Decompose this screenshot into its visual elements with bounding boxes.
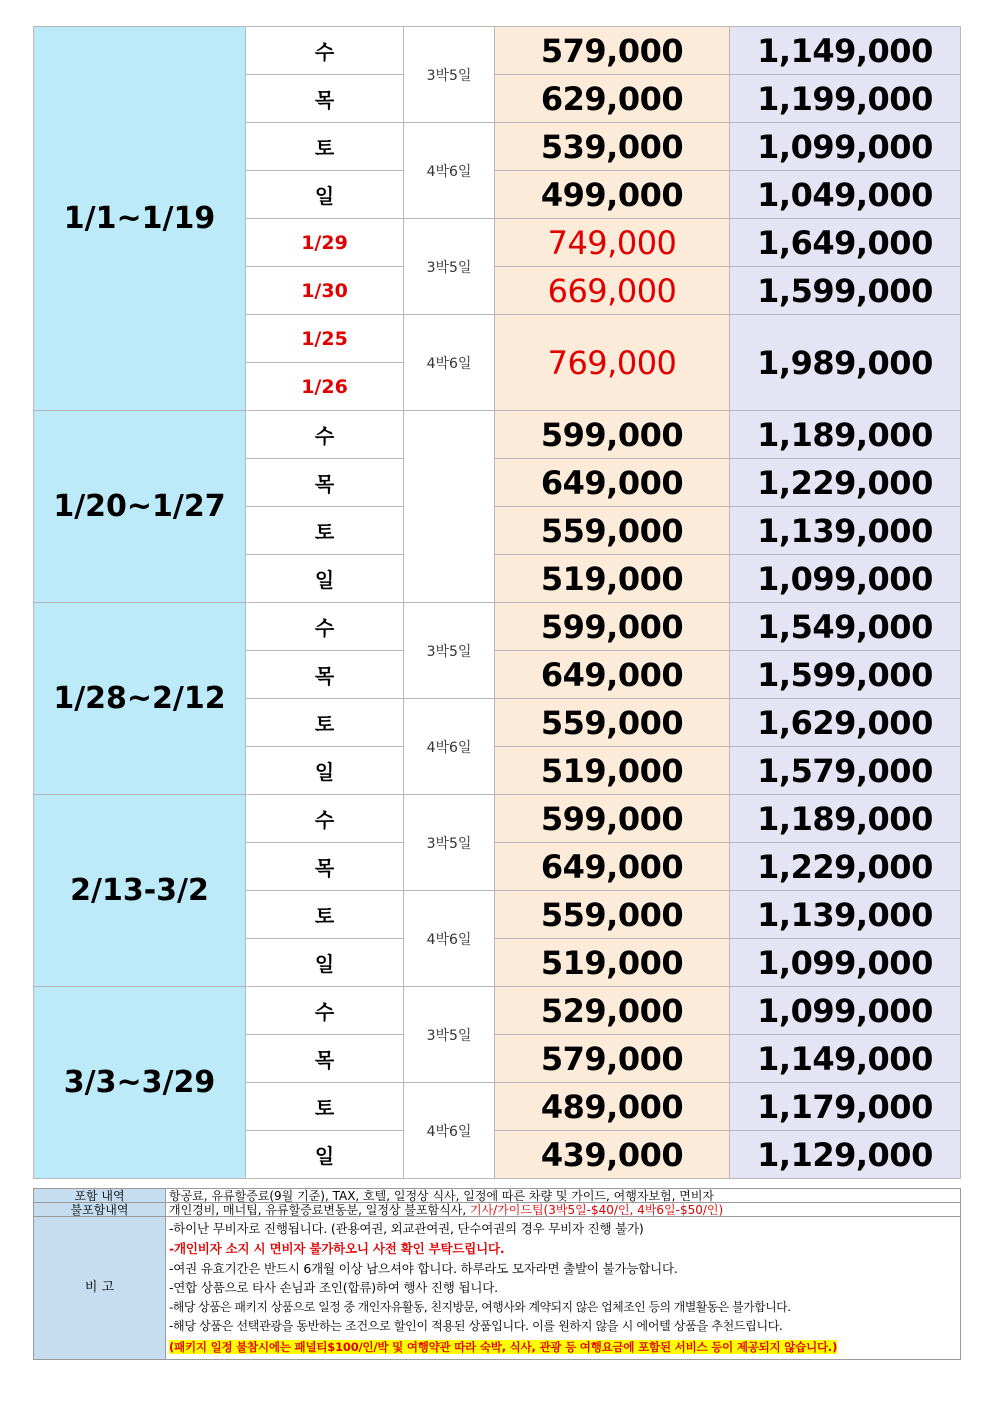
price-b-cell: 1,139,000 bbox=[730, 507, 961, 555]
price-a-cell: 599,000 bbox=[495, 795, 730, 843]
price-b-cell: 1,189,000 bbox=[730, 411, 961, 459]
price-b-cell: 1,189,000 bbox=[730, 795, 961, 843]
day-cell: 목 bbox=[246, 75, 404, 123]
period-label: 2/13-3/2 bbox=[34, 795, 246, 987]
price-b-cell: 1,139,000 bbox=[730, 891, 961, 939]
day-cell: 일 bbox=[246, 555, 404, 603]
price-b-cell: 1,099,000 bbox=[730, 939, 961, 987]
price-a-cell: 559,000 bbox=[495, 891, 730, 939]
table-row bbox=[34, 795, 961, 843]
price-a-cell: 519,000 bbox=[495, 555, 730, 603]
table-row bbox=[34, 27, 961, 75]
day-cell: 일 bbox=[246, 939, 404, 987]
price-b-cell: 1,049,000 bbox=[730, 171, 961, 219]
price-b-cell: 1,989,000 bbox=[730, 315, 961, 411]
included-label: 포함 내역 bbox=[34, 1189, 166, 1203]
guide-tip-text: 기사/가이드팁(3박5일-$40/인, 4박6일-$50/인) bbox=[469, 1202, 724, 1217]
period-label: 1/1~1/19 bbox=[34, 27, 246, 411]
table-row bbox=[34, 603, 961, 651]
price-a-cell: 599,000 bbox=[495, 411, 730, 459]
price-a-cell: 649,000 bbox=[495, 459, 730, 507]
price-b-cell: 1,179,000 bbox=[730, 1083, 961, 1131]
price-b-cell: 1,229,000 bbox=[730, 843, 961, 891]
duration-cell: 4박6일 bbox=[404, 699, 495, 795]
price-b-cell: 1,129,000 bbox=[730, 1131, 961, 1179]
duration-cell: 4박6일 bbox=[404, 123, 495, 219]
day-cell: 수 bbox=[246, 27, 404, 75]
day-cell: 토 bbox=[246, 507, 404, 555]
price-a-cell: 519,000 bbox=[495, 939, 730, 987]
remark-line: -해당 상품은 선택관광을 동반하는 조건으로 할인이 적용된 상품입니다. 이를 원하지 않을 시 에어텔 상품을 추천드립니다. bbox=[169, 1319, 783, 1334]
duration-cell bbox=[404, 411, 495, 603]
day-cell: 수 bbox=[246, 795, 404, 843]
day-cell: 목 bbox=[246, 1035, 404, 1083]
duration-cell: 4박6일 bbox=[404, 1083, 495, 1179]
day-cell: 1/30 bbox=[246, 267, 404, 315]
price-a-cell: 579,000 bbox=[495, 27, 730, 75]
duration-cell: 4박6일 bbox=[404, 315, 495, 411]
price-a-cell: 749,000 bbox=[495, 219, 730, 267]
duration-cell: 3박5일 bbox=[404, 987, 495, 1083]
day-cell: 수 bbox=[246, 603, 404, 651]
day-cell: 토 bbox=[246, 123, 404, 171]
duration-cell: 3박5일 bbox=[404, 27, 495, 123]
duration-cell: 4박6일 bbox=[404, 891, 495, 987]
notes-table bbox=[33, 1188, 961, 1360]
price-a-cell: 439,000 bbox=[495, 1131, 730, 1179]
remark-line: -하이난 무비자로 진행됩니다. (관용여권, 외교관여권, 단수여권의 경우 무비자 진행 불가) bbox=[169, 1221, 644, 1237]
included-value: 항공료, 유류할증료(9월 기준), TAX, 호텔, 일정상 식사, 일정에 따른 차량 및 가이드, 여행자보험, 면비자 bbox=[166, 1189, 961, 1203]
table-row bbox=[34, 411, 961, 459]
price-a-cell: 519,000 bbox=[495, 747, 730, 795]
price-a-cell: 649,000 bbox=[495, 843, 730, 891]
included-row bbox=[34, 1189, 961, 1203]
remark-line: -해당 상품은 패키지 상품으로 일정 중 개인자유활동, 친지방문, 여행사와 계약되지 않은 업체조인 등의 개별활동은 불가합니다. bbox=[169, 1299, 791, 1314]
price-a-cell: 669,000 bbox=[495, 267, 730, 315]
excluded-row bbox=[34, 1203, 961, 1217]
penalty-notice: (패키지 일정 불참시에는 패널티$100/인/박 및 여행약관 따라 숙박, 식사, 관광 등 여행요금에 포함된 서비스 등이 제공되지 않습니다.) bbox=[169, 1339, 838, 1354]
period-label: 3/3~3/29 bbox=[34, 987, 246, 1179]
day-cell: 일 bbox=[246, 1131, 404, 1179]
day-cell: 목 bbox=[246, 651, 404, 699]
table-row bbox=[34, 987, 961, 1035]
price-b-cell: 1,599,000 bbox=[730, 267, 961, 315]
price-a-cell: 629,000 bbox=[495, 75, 730, 123]
day-cell: 목 bbox=[246, 843, 404, 891]
day-cell: 1/25 bbox=[246, 315, 404, 363]
remarks-label: 비 고 bbox=[34, 1217, 166, 1360]
price-b-cell: 1,229,000 bbox=[730, 459, 961, 507]
remark-line-wrap bbox=[169, 1337, 957, 1357]
price-b-cell: 1,549,000 bbox=[730, 603, 961, 651]
day-cell: 수 bbox=[246, 411, 404, 459]
price-a-cell: 529,000 bbox=[495, 987, 730, 1035]
remarks-row bbox=[34, 1217, 961, 1360]
duration-cell: 3박5일 bbox=[404, 795, 495, 891]
price-a-cell: 499,000 bbox=[495, 171, 730, 219]
remark-line: -개인비자 소지 시 면비자 불가하오니 사전 확인 부탁드립니다. bbox=[169, 1241, 505, 1257]
excluded-text: 개인경비, 매너팁, 유류할증료변동분, 일정상 불포함식사, bbox=[169, 1202, 470, 1217]
price-a-cell: 539,000 bbox=[495, 123, 730, 171]
price-b-cell: 1,099,000 bbox=[730, 123, 961, 171]
price-a-cell: 769,000 bbox=[495, 315, 730, 411]
price-a-cell: 489,000 bbox=[495, 1083, 730, 1131]
price-a-cell: 579,000 bbox=[495, 1035, 730, 1083]
price-b-cell: 1,579,000 bbox=[730, 747, 961, 795]
duration-cell: 3박5일 bbox=[404, 219, 495, 315]
period-label: 1/28~2/12 bbox=[34, 603, 246, 795]
excluded-value bbox=[166, 1203, 961, 1217]
period-label: 1/20~1/27 bbox=[34, 411, 246, 603]
price-b-cell: 1,649,000 bbox=[730, 219, 961, 267]
price-a-cell: 649,000 bbox=[495, 651, 730, 699]
day-cell: 일 bbox=[246, 747, 404, 795]
price-a-cell: 599,000 bbox=[495, 603, 730, 651]
price-table bbox=[33, 26, 961, 1179]
remark-line: -여권 유효기간은 반드시 6개월 이상 남으셔야 합니다. 하루라도 모자라면 출발이 불가능합니다. bbox=[169, 1260, 678, 1276]
excluded-label: 불포함내역 bbox=[34, 1203, 166, 1217]
remark-line: -연합 상품으로 타사 손님과 조인(합류)하여 행사 진행 됩니다. bbox=[169, 1280, 498, 1296]
day-cell: 1/29 bbox=[246, 219, 404, 267]
price-b-cell: 1,629,000 bbox=[730, 699, 961, 747]
price-b-cell: 1,149,000 bbox=[730, 27, 961, 75]
day-cell: 토 bbox=[246, 699, 404, 747]
price-b-cell: 1,599,000 bbox=[730, 651, 961, 699]
remarks-list bbox=[166, 1217, 961, 1360]
price-a-cell: 559,000 bbox=[495, 507, 730, 555]
price-b-cell: 1,099,000 bbox=[730, 987, 961, 1035]
day-cell: 토 bbox=[246, 891, 404, 939]
duration-cell: 3박5일 bbox=[404, 603, 495, 699]
day-cell: 수 bbox=[246, 987, 404, 1035]
day-cell: 일 bbox=[246, 171, 404, 219]
price-b-cell: 1,199,000 bbox=[730, 75, 961, 123]
price-b-cell: 1,099,000 bbox=[730, 555, 961, 603]
day-cell: 목 bbox=[246, 459, 404, 507]
day-cell: 토 bbox=[246, 1083, 404, 1131]
day-cell: 1/26 bbox=[246, 363, 404, 411]
price-b-cell: 1,149,000 bbox=[730, 1035, 961, 1083]
price-a-cell: 559,000 bbox=[495, 699, 730, 747]
